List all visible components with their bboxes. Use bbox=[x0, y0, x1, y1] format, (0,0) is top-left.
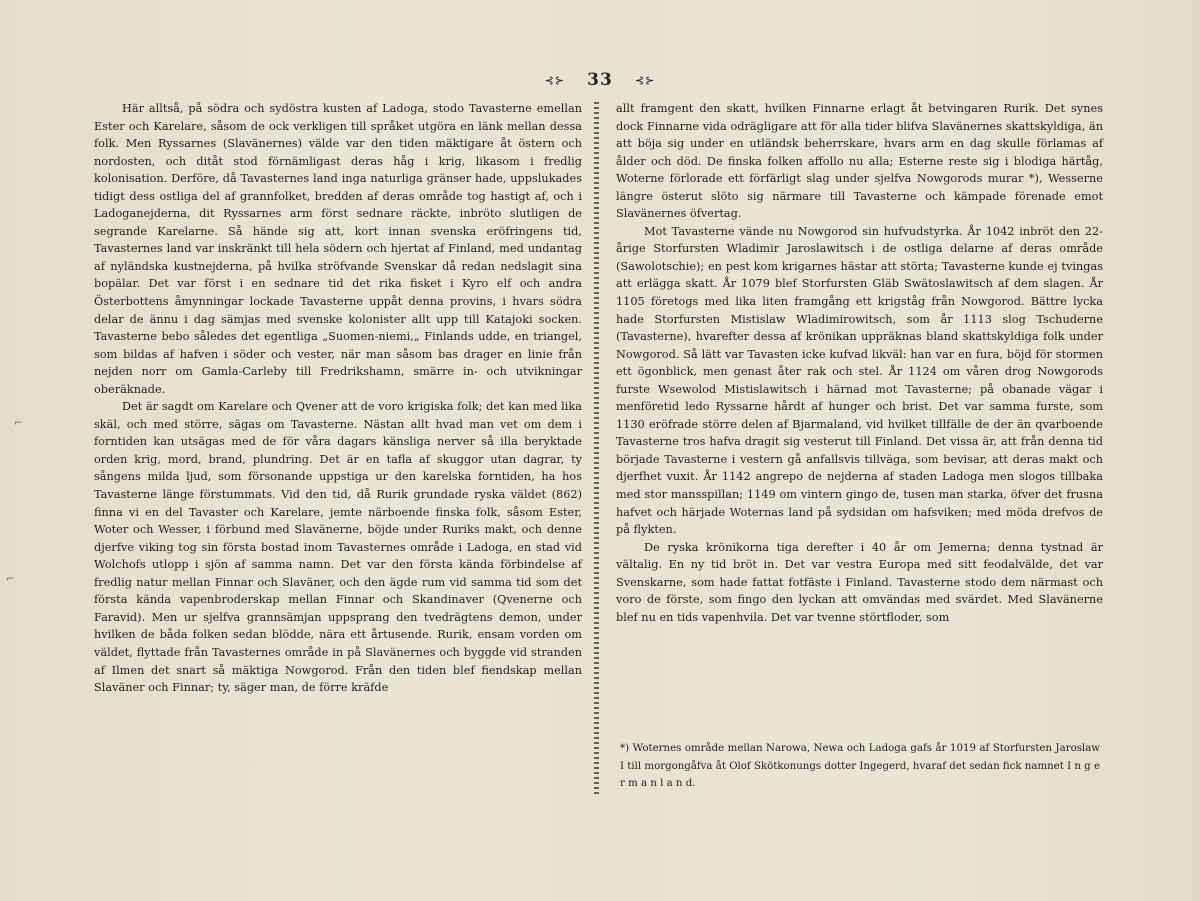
column-divider bbox=[594, 102, 599, 794]
paragraph: Det är sagdt om Karelare och Qvener att de voro krigiska folk; det kan med lika skäl, och med större, sägas om Tavasterne. Nästan allt hvad man vet om dem i forntiden kan utsägas med de för våra dagars känsliga nerver så illa beryktade orden krig, mord, brand, plundring. Det är en tafla af skuggor utan dagrar, ty sångens milda ljud, som försonande uppstiga ur den karelska forntiden, ha hos Tavasterne länge förstummats. Vid den tid, då Rurik grundade ryska väldet (862) finna vi en del Tavaster och Karelare, jemte närboende finska folk, såsom Ester, Woter och Wesser, i förbund med Slavänerne, böjde under Ruriks makt, och denne djerfve viking tog sin första bostad inom Tavasternes område i Ladoga, en stad vid Wolchofs utlopp i sjön af samma namn. Det var den första kända förbindelse af fredlig natur mellan Finnar och Slaväner, och den ägde rum vid samma tid som det första kända vapenbroderskap mellan Finnar och Skandinaver (Qvenerne och Faravid). Men ur sjelfva grannsämjan uppsprang den tvedrägtens demon, under hvilken de båda folken sedan blödde, nära ett årtusende. Rurik, ensam vorden om väldet, flyttade från Tavasternes område in på Slavänernes och byggde vid stranden af Ilmen det snart så mäktiga Nowgorod. Från den tiden blef fiendskap mellan Slaväner och Finnar; ty, säger man, de förre kräfde bbox=[94, 400, 582, 695]
footnote bbox=[620, 740, 1100, 793]
right-column bbox=[616, 100, 1103, 626]
page-header bbox=[0, 70, 1200, 90]
margin-mark-icon: ⌐ bbox=[6, 574, 15, 585]
ornament-right-icon: ⊰⊱ bbox=[634, 74, 656, 87]
margin-mark-icon: ⌐ bbox=[14, 418, 23, 429]
paragraph: allt framgent den skatt, hvilken Finnarne erlagt åt betvingaren Rurik. Det synes dock Finnarne vida odrägligare att för alla tider blifva Slavänernes skattskyldiga, än att böja sig under en utländsk beherrskare, hvars arm en dag skulle förlamas af ålder och död. De finska folken affollo nu alla; Esterne reste sig i blodiga härtåg, Woterne förlorade ett förfärligt slag under sjelfva Nowgorods murar *), Wesserne längre österut slöto sig närmare till Tavasterne och kämpade förenade emot Slavänernes öfvertag. bbox=[616, 102, 1103, 221]
footnote-text: *) Woternes område mellan Narowa, Newa och Ladoga gafs år 1019 af Storfursten Jaroslaw I till morgongåfva åt Olof Skötkonungs dotter Ingegerd, hvaraf det sedan fick namnet I n g e r m a n l a n d. bbox=[620, 743, 1100, 789]
ornament-left-icon: ⊰⊱ bbox=[544, 74, 566, 87]
paragraph: Mot Tavasterne vände nu Nowgorod sin hufvudstyrka. År 1042 inbröt den 22-årige Storfursten Wladimir Jaroslawitsch i de ostliga delarne af deras område (Sawolotschie); en pest kom krigarnes hästar att störta; Tavasterne kunde ej tvingas att erlägga skatt. År 1079 blef Storfursten Gläb Swätoslawitsch af dem slagen. År 1105 företogs med lika liten framgång ett krigståg från Nowgorod. Bättre lycka hade Storfursten Mistislaw Wladimirowitsch, som år 1113 slog Tschuderne (Tavasterne), hvarefter dessa af krönikan uppräknas bland skattskyldiga folk under Nowgorod. Så lätt var Tavasten icke kufvad likväl: han var en fura, böjd för stormen ett ögonblick, men genast åter rak och stel. År 1124 om våren drog Nowgorods furste Wsewolod Mistislawitsch i härnad mot Tavasterne; på obanade vägar i menföretid ledo Ryssarne hårdt af hunger och brist. Det var samma furste, som 1130 eröfrade större delen af Bjarmaland, vid hvilket tillfälle de der än qvarboende Tavasterne tros hafva dragit sig vesterut till Finland. Det vissa är, att från denna tid började Tavasterne i vestern gå anfallsvis tillväga, som bevisar, att deras makt och djerfhet vuxit. År 1142 angrepo de nejderna af staden Ladoga men slogos tillbaka med stor mansspillan; 1149 om vintern gingo de, tusen man starka, öfver det frusna hafvet och härjade Woternas land på sydsidan om hafsviken; med möda drefvos de på flykten. bbox=[616, 224, 1103, 537]
left-column bbox=[94, 100, 582, 697]
footnote-separator bbox=[616, 730, 1103, 731]
paragraph: De ryska krönikorna tiga derefter i 40 år om Jemerna; denna tystnad är vältalig. En ny tid bröt in. Det var vestra Europa med sitt feodalvälde, det var Svenskarne, som hade fattat fotfäste i Finland. Tavasterne stodo dem närmast och voro de förste, som fingo den lyckan att omvändas med svärdet. Med Slavänerne blef nu en tids vapenhvila. Det var tvenne störtfloder, som bbox=[616, 540, 1103, 624]
paragraph: Här alltså, på södra och sydöstra kusten af Ladoga, stodo Tavasterne emellan Ester och Karelare, såsom de ock verkligen till språket utgöra en länk mellan dessa folk. Men Ryssarnes (Slavänernes) välde var den tiden mäktigare åt östern och nordosten, och ditåt stod förnämligast deras håg i krig, likasom i fredlig kolonisation. Derföre, då Tavasternes land inga naturliga gränser hade, uppslukades tidigt dess ostliga del af grannfolket, bredden af deras område tog hastigt af, och i Ladoganejderna, dit Ryssarnes arm först sednare räckte, inbröto slutligen de segrande Karelarne. Så hände sig att, kort innan svenska eröfringens tid, Tavasternes land var inskränkt till hela södern och hjertat af Finland, med undantag af nyländska kustnejderna, på hvilka ströfvande Svenskar då redan nedslagit sina bopälar. Det var först i en sednare tid det rika fisket i Kyro elf och andra Österbottens åmynningar lockade Tavasterne uppåt denna provins, i hvars södra delar de ännu i dag sämjas med svenske kolonister allt upp till Katajoki socken. Tavasterne bebo således det egentliga „Suomen-niemi,„ Finlands udde, en triangel, som bildas af hafven i söder och vester, när man såsom bas drager en linie från nejden norr om Gamla-Carleby till Fredrikshamn, smärre in- och utvikningar oberäknade. bbox=[94, 102, 582, 396]
page-number: 33 bbox=[587, 70, 613, 90]
